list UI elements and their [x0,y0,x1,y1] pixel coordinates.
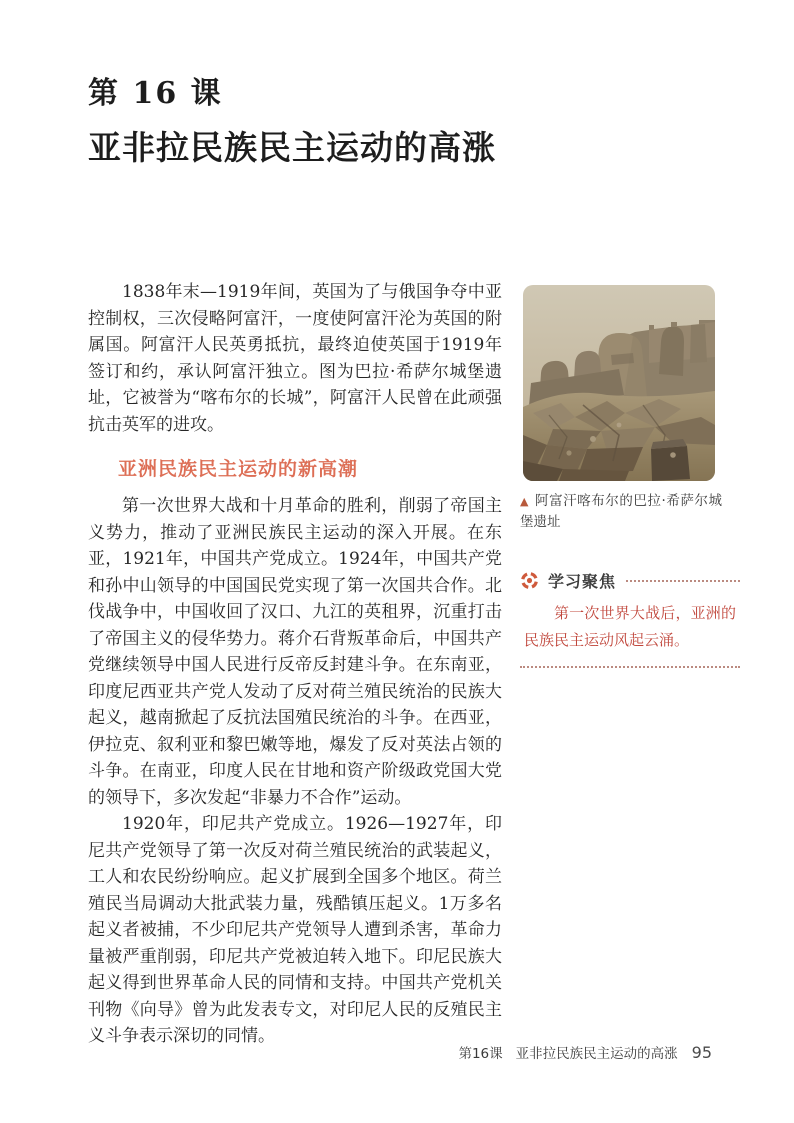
footer-lesson-title: 亚非拉民族民主运动的高涨 [515,1046,678,1062]
section-heading: 亚洲民族民主运动的新高潮 [118,458,359,480]
page-footer [458,1042,712,1062]
body-paragraph: 第一次世界大战和十月革命的胜利，削弱了帝国主义势力，推动了亚洲民族民主运动的深入开展。在东亚，1921年，中国共产党成立。1924年，中国共产党和孙中山领导的中国国民党实现了第一次国共合作。北伐战争中，中国收回了汉口、九江的英租界，沉重打击了帝国主义的侵华势力。蒋介石背叛革命后，中国共产党继续领导中国人民进行反帝反封建斗争。在东南亚，印度尼西亚共产党人发动了反对荷兰殖民统治的民族大起义，越南掀起了反抗法国殖民统治的斗争。在西亚，伊拉克、叙利亚和黎巴嫩等地，爆发了反对英法占领的斗争。在南亚，印度人民在甘地和资产阶级政党国大党的领导下，多次发起“非暴力不合作”运动。 [88,496,502,808]
study-focus-box [520,569,740,668]
lesson-number: 第 16 课 [88,76,223,111]
footer-lesson-number: 第16课 [458,1046,503,1062]
page-number: 95 [691,1043,712,1062]
sidebar-column [520,285,740,668]
main-text-column [88,279,502,1050]
dotted-rule [626,580,740,582]
study-focus-header [520,569,740,592]
figure-caption-text: 阿富汗喀布尔的巴拉·希萨尔城堡遗址 [520,493,722,530]
study-focus-text: 第一次世界大战后，亚洲的民族民主运动风起云涌。 [524,604,736,649]
study-focus-title: 学习聚焦 [548,572,617,591]
fortress-photo [523,285,715,481]
page-title: 亚非拉民族民主运动的高涨 [88,128,496,167]
body-paragraph: 1920年，印尼共产党成立。1926—1927年，印尼共产党领导了第一次反对荷兰殖民统治的武装起义，工人和农民纷纷响应。起义扩展到全国多个地区。荷兰殖民当局调动大批武装力量，残酷镇压起义。1万多名起义者被捕，不少印尼共产党领导人遭到杀害，革命力量被严重削弱，印尼共产党被迫转入地下。印尼民族大起义得到世界革命人民的同情和支持。中国共产党机关刊物《向导》曾为此发表专文，对印尼人民的反殖民主义斗争表示深切的同情。 [88,814,502,1046]
dotted-rule [520,666,740,668]
triangle-up-icon: ▲ [520,495,530,508]
fortress-photo-illustration [523,285,715,481]
title-block [88,68,496,169]
figure-caption [520,491,722,533]
target-compass-icon [520,571,539,590]
intro-paragraph: 1838年末—1919年间，英国为了与俄国争夺中亚控制权，三次侵略阿富汗，一度使阿富汗沦为英国的附属国。阿富汗人民英勇抵抗，最终迫使英国于1919年签订和约，承认阿富汗独立。图为巴拉·希萨尔城堡遗址，它被誉为“喀布尔的长城”，阿富汗人民曾在此顽强抗击英军的进攻。 [88,282,502,435]
